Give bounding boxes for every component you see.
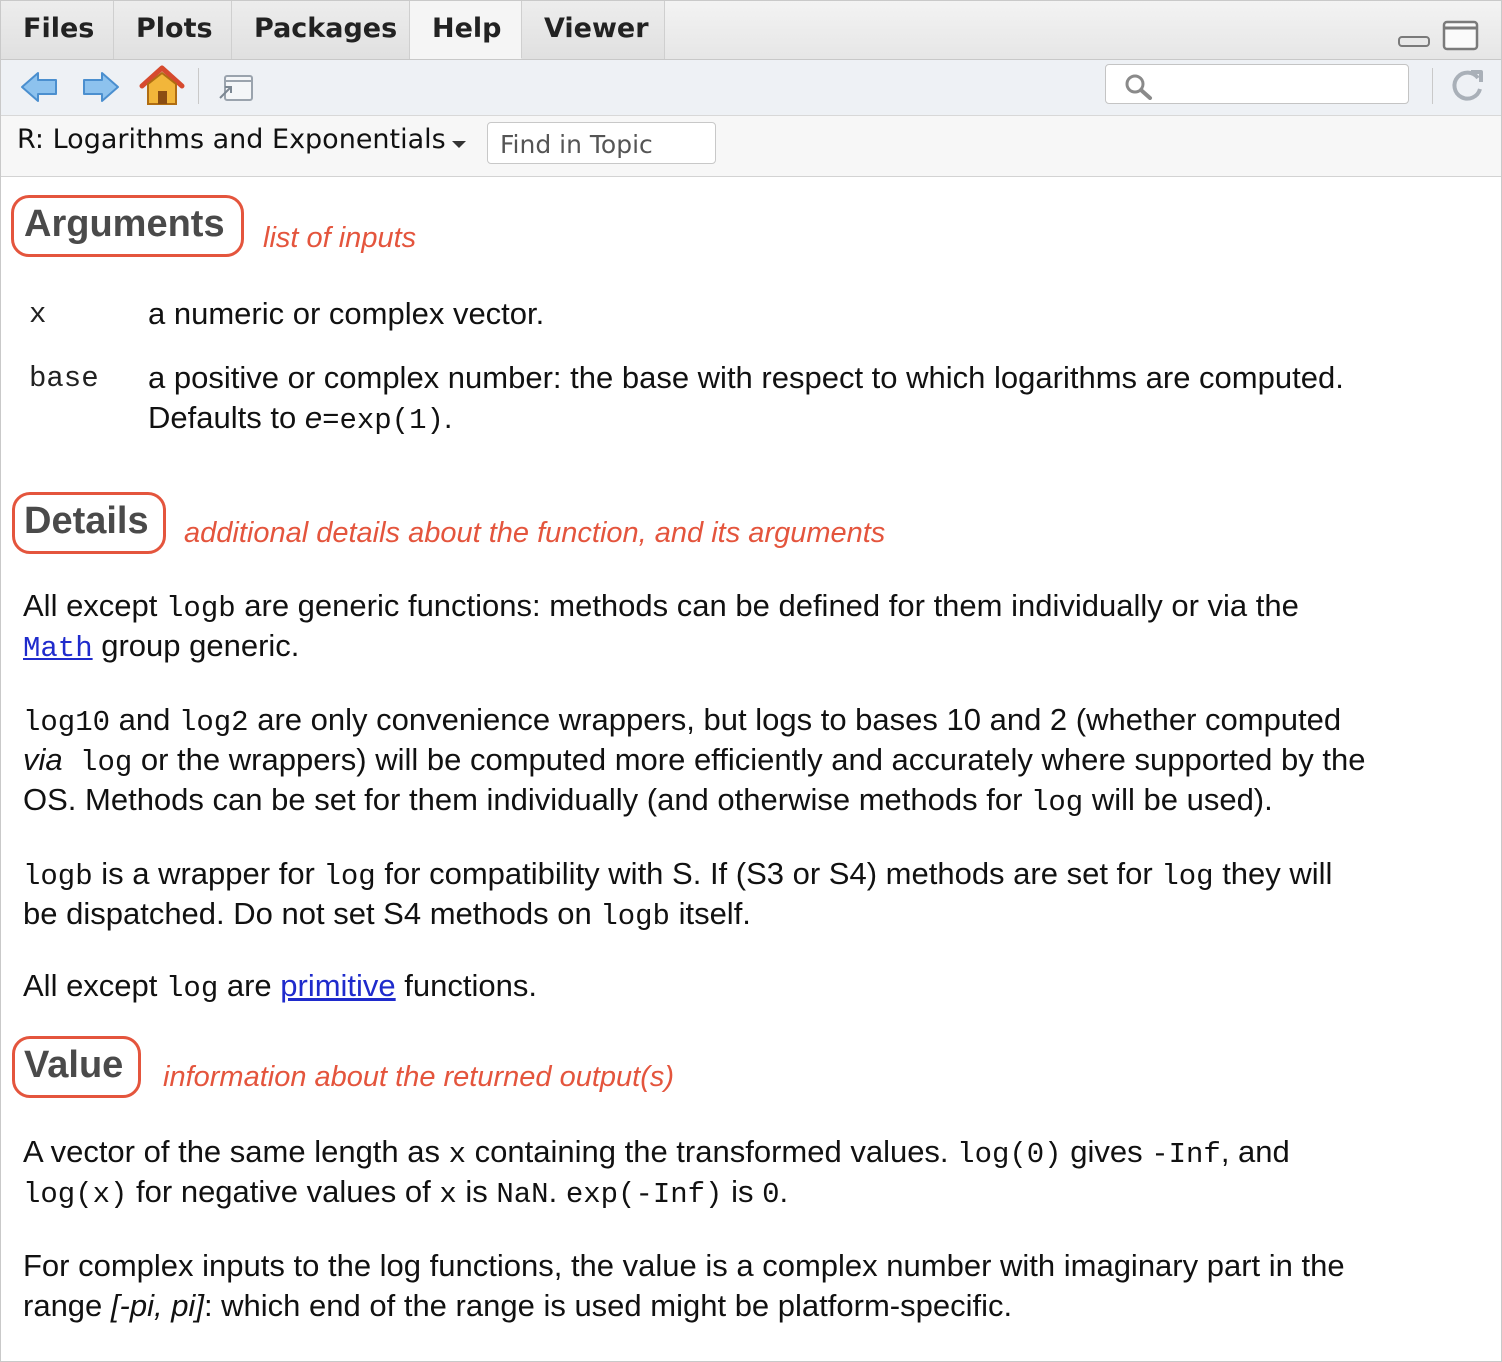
help-search-input[interactable] [1158,71,1402,99]
show-in-window-icon[interactable] [216,68,256,106]
details-heading: Details [24,500,149,542]
minimize-pane-icon[interactable] [1397,23,1433,51]
toolbar-separator-right [1432,68,1433,104]
argument-desc-base-line1: a positive or complex number: the base with respect to which logarithms are computed. [148,360,1344,395]
details-annotation: additional details about the function, and its arguments [184,517,886,549]
back-arrow-icon[interactable] [19,68,59,106]
value-heading: Value [24,1044,124,1086]
value-p1-line2: log(x) for negative values of x is NaN. exp(-Inf) is 0. [23,1174,789,1211]
help-content [1,177,1501,1361]
topic-dropdown[interactable]: R: Logarithms and Exponentials [17,124,446,155]
value-p2-line1: For complex inputs to the log functions, the value is a complex number with imaginary part in the [23,1248,1345,1283]
tab-bar [1,1,1501,60]
refresh-icon[interactable] [1447,66,1487,104]
maximize-pane-icon[interactable] [1441,19,1481,53]
argument-name-x: x [29,298,47,331]
tab-plots[interactable]: Plots [114,1,232,59]
forward-arrow-icon[interactable] [81,68,121,106]
chevron-down-icon[interactable] [452,141,466,148]
details-p3-line2: be dispatched. Do not set S4 methods on logb itself. [23,896,751,933]
value-p1-line1: A vector of the same length as x containing the transformed values. log(0) gives -Inf, and [23,1134,1290,1171]
tab-help[interactable]: Help [410,1,522,59]
value-annotation: information about the returned output(s) [163,1061,675,1093]
primitive-link[interactable]: primitive [280,968,396,1003]
tab-files[interactable]: Files [1,1,114,59]
details-p2-line2: via log or the wrappers) will be computed more efficiently and accurately where supported by the [23,742,1366,779]
argument-name-base: base [29,362,99,395]
tab-packages[interactable]: Packages [232,1,410,59]
toolbar-separator [198,68,199,104]
find-in-topic-field[interactable] [487,122,716,164]
details-p1-line1: All except logb are generic functions: methods can be defined for them individually or via the [23,588,1299,625]
help-search-field[interactable] [1105,64,1409,104]
argument-desc-base-line2: Defaults to e=exp(1). [148,400,453,437]
details-p1-line2: Math group generic. [23,628,300,665]
value-p2-line2: range [-pi, pi]: which end of the range is used might be platform-specific. [23,1288,1013,1323]
details-p2-line3: OS. Methods can be set for them individually (and otherwise methods for log will be used). [23,782,1273,819]
details-p3-line1: logb is a wrapper for log for compatibility with S. If (S3 or S4) methods are set for log they will [23,856,1333,893]
search-icon [1122,72,1156,100]
argument-desc-x: a numeric or complex vector. [148,296,545,331]
help-toolbar [1,60,1501,116]
home-icon[interactable] [139,64,185,106]
find-in-topic-input[interactable] [498,129,707,159]
details-p2-line1: log10 and log2 are only convenience wrappers, but logs to bases 10 and 2 (whether computed [23,702,1342,739]
arguments-annotation: list of inputs [263,222,417,254]
topic-bar [1,116,1501,177]
math-link[interactable]: Math [23,632,93,665]
tab-viewer[interactable]: Viewer [522,1,665,59]
arguments-heading: Arguments [24,203,225,245]
details-p4: All except log are primitive functions. [23,968,537,1005]
